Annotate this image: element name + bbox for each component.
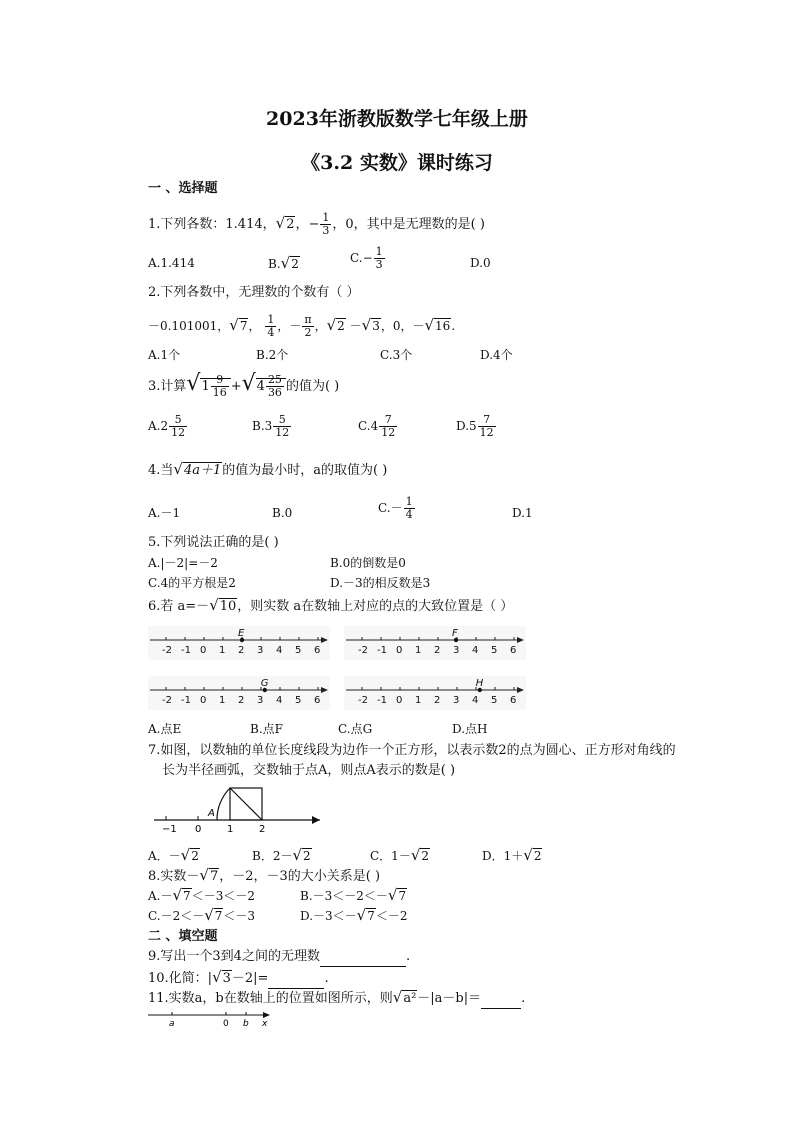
answer-blank[interactable] <box>481 990 521 1009</box>
q5-option-c: C.4的平方根是2 <box>148 576 236 590</box>
q2-option-b: B.2个 <box>256 348 289 362</box>
q5-option-a: A.|－2|=－2 <box>148 556 218 570</box>
tick-label: 0 <box>200 645 207 656</box>
tick-label: 4 <box>472 645 479 656</box>
q1-option-d: D.0 <box>470 256 491 270</box>
answer-blank[interactable] <box>268 970 324 989</box>
tick-label: −1 <box>162 824 177 835</box>
q3-option-b: B.3 $\frac{5}{12}$ <box>252 413 290 439</box>
tick-label: 5 <box>491 645 498 656</box>
question-4: 4.当√4a＋1的值为最小时，a的取值为( ) <box>148 460 388 478</box>
q4-option-a: A.－1 <box>148 506 181 520</box>
q5-option-b: B.0的倒数是0 <box>330 556 406 570</box>
tick-label: 5 <box>295 645 302 656</box>
question-3: 3.计算√1 $\frac{9}{16}$ +√4 $\frac{25}{36}$ 的值为( ) <box>148 371 340 399</box>
question-9: 9.写出一个3到4之间的无理数 . <box>148 948 410 967</box>
question-6: 6.若 a=－√10，则实数 a在数轴上对应的点的大致位置是（ ） <box>148 596 514 614</box>
tick-label: 1 <box>219 695 226 706</box>
tick-label: 0 <box>396 695 403 706</box>
label-0: 0 <box>223 1019 229 1029</box>
q1-option-a: A.1.414 <box>148 256 195 270</box>
point-label: G <box>260 678 269 689</box>
tick-label: 5 <box>295 695 302 706</box>
section-fill-heading: 二 、填空题 <box>148 929 218 944</box>
q3-option-a: A.2 $\frac{5}{12}$ <box>148 413 186 439</box>
axis-arrow <box>263 1012 270 1018</box>
q7-option-d: D．1＋√2 <box>482 846 542 864</box>
point-label: F <box>452 628 458 639</box>
q6-option-c: C.点G <box>338 722 373 736</box>
q1-option-b: B.√2 <box>268 254 299 272</box>
q4-option-b: B.0 <box>272 506 293 520</box>
point-label-a: A <box>208 808 215 819</box>
question-2: 2.下列各数中，无理数的个数有（ ） <box>148 285 360 300</box>
q8-option-a: A.－√7＜－3＜－2 <box>148 886 255 904</box>
number-line-panel <box>344 676 526 710</box>
section-choice-heading: 一 、选择题 <box>148 181 218 196</box>
question-11: 11.实数a，b在数轴上的位置如图所示，则√a²－|a－b|＝ . <box>148 988 525 1009</box>
tick-label: 1 <box>415 695 422 706</box>
q1-option-c: C.− $\frac{1}{3}$ <box>350 245 383 271</box>
tick-label: 3 <box>453 695 460 706</box>
number-line-panel <box>344 626 526 660</box>
tick-label: -2 <box>358 695 368 706</box>
q3-option-d: D.5 $\frac{7}{12}$ <box>456 413 494 439</box>
tick-label: 2 <box>259 824 266 835</box>
q8-option-b: B.－3＜－2＜－√7 <box>300 886 407 904</box>
q7-option-b: B．2－√2 <box>252 846 311 864</box>
number-line-panel <box>148 626 330 660</box>
q6-option-b: B.点F <box>250 722 283 736</box>
q5-option-d: D.－3的相反数是3 <box>330 576 431 590</box>
number-line-panel <box>148 676 330 710</box>
tick-label: 3 <box>257 695 264 706</box>
page-subtitle: 《3.2 实数》课时练习 <box>301 152 493 174</box>
tick-label: 2 <box>238 695 245 706</box>
tick-label: -1 <box>377 695 387 706</box>
q6-option-d: D.点H <box>452 722 488 736</box>
tick-label: 4 <box>276 645 283 656</box>
tick-label: -2 <box>162 645 172 656</box>
point-label: H <box>475 678 484 689</box>
q8-option-d: D.－3＜－√7＜－2 <box>300 906 408 924</box>
square-diagonal <box>230 788 262 820</box>
page-title: 2023年浙教版数学七年级上册 <box>266 108 528 130</box>
question-5: 5.下列说法正确的是( ) <box>148 535 279 550</box>
tick-label: 4 <box>276 695 283 706</box>
arc <box>217 788 230 820</box>
tick-label: 2 <box>434 645 441 656</box>
tick-label: 1 <box>415 645 422 656</box>
tick-label: -1 <box>181 645 191 656</box>
q3-option-c: C.4 $\frac{7}{12}$ <box>358 413 396 439</box>
tick-label: 0 <box>396 645 403 656</box>
fraction: $\frac{1}{3}$ <box>322 211 330 237</box>
tick-label: 2 <box>434 695 441 706</box>
tick-label: 4 <box>472 695 479 706</box>
label-b: b <box>243 1019 249 1029</box>
tick-label: 3 <box>453 645 460 656</box>
tick-label: 1 <box>219 645 226 656</box>
tick-label: 1 <box>227 824 234 835</box>
q7-option-a: A．－√2 <box>148 846 199 864</box>
ab-number-line-figure <box>148 1008 278 1030</box>
point-label: E <box>238 628 245 639</box>
q7-option-c: C．1－√2 <box>370 846 430 864</box>
question-7-line-1: 7.如图，以数轴的单位长度线段为边作一个正方形，以表示数2的点为圆心、正方形对角线的 <box>148 743 676 758</box>
label-x: x <box>262 1019 268 1029</box>
q2-option-a: A.1个 <box>148 348 181 362</box>
question-8: 8.实数－√7，－2，－3的大小关系是( ) <box>148 866 381 884</box>
q8-option-c: C.－2＜－√7＜－3 <box>148 906 256 924</box>
label-a: a <box>169 1019 175 1029</box>
square-arc-figure <box>148 786 328 838</box>
question-1: 1.下列各数：1.414，√2，− $\frac{1}{3}$ ，0，其中是无理数的是( ) <box>148 211 485 237</box>
tick-label: 2 <box>238 645 245 656</box>
tick-label: 6 <box>314 695 321 706</box>
tick-label: 0 <box>195 824 202 835</box>
tick-label: 6 <box>510 645 517 656</box>
question-10: 10.化简：|√3－2|= . <box>148 968 329 989</box>
axis-arrow <box>312 816 320 824</box>
question-7-line-2: 长为半径画弧，交数轴于点A，则点A表示的数是( ) <box>162 763 456 778</box>
tick-label: 5 <box>491 695 498 706</box>
tick-label: 6 <box>314 645 321 656</box>
q2-number-list: －0.101001，√7， $\frac{1}{4}$ ，－ $\frac{\pi}{2}$ ，√2 －√3，0，－√16. <box>148 313 456 339</box>
number-line-figures <box>148 626 548 714</box>
tick-label: -2 <box>358 645 368 656</box>
q4-option-c: C.－ $\frac{1}{4}$ <box>378 495 413 521</box>
tick-label: -1 <box>377 645 387 656</box>
tick-label: -1 <box>181 695 191 706</box>
tick-label: 6 <box>510 695 517 706</box>
tick-label: -2 <box>162 695 172 706</box>
q2-option-c: C.3个 <box>380 348 413 362</box>
tick-label: 0 <box>200 695 207 706</box>
answer-blank[interactable] <box>320 948 406 967</box>
tick-label: 3 <box>257 645 264 656</box>
q2-option-d: D.4个 <box>480 348 513 362</box>
sqrt-symbol: √2 <box>275 214 295 232</box>
q6-option-a: A.点E <box>148 722 182 736</box>
q4-option-d: D.1 <box>512 506 533 520</box>
